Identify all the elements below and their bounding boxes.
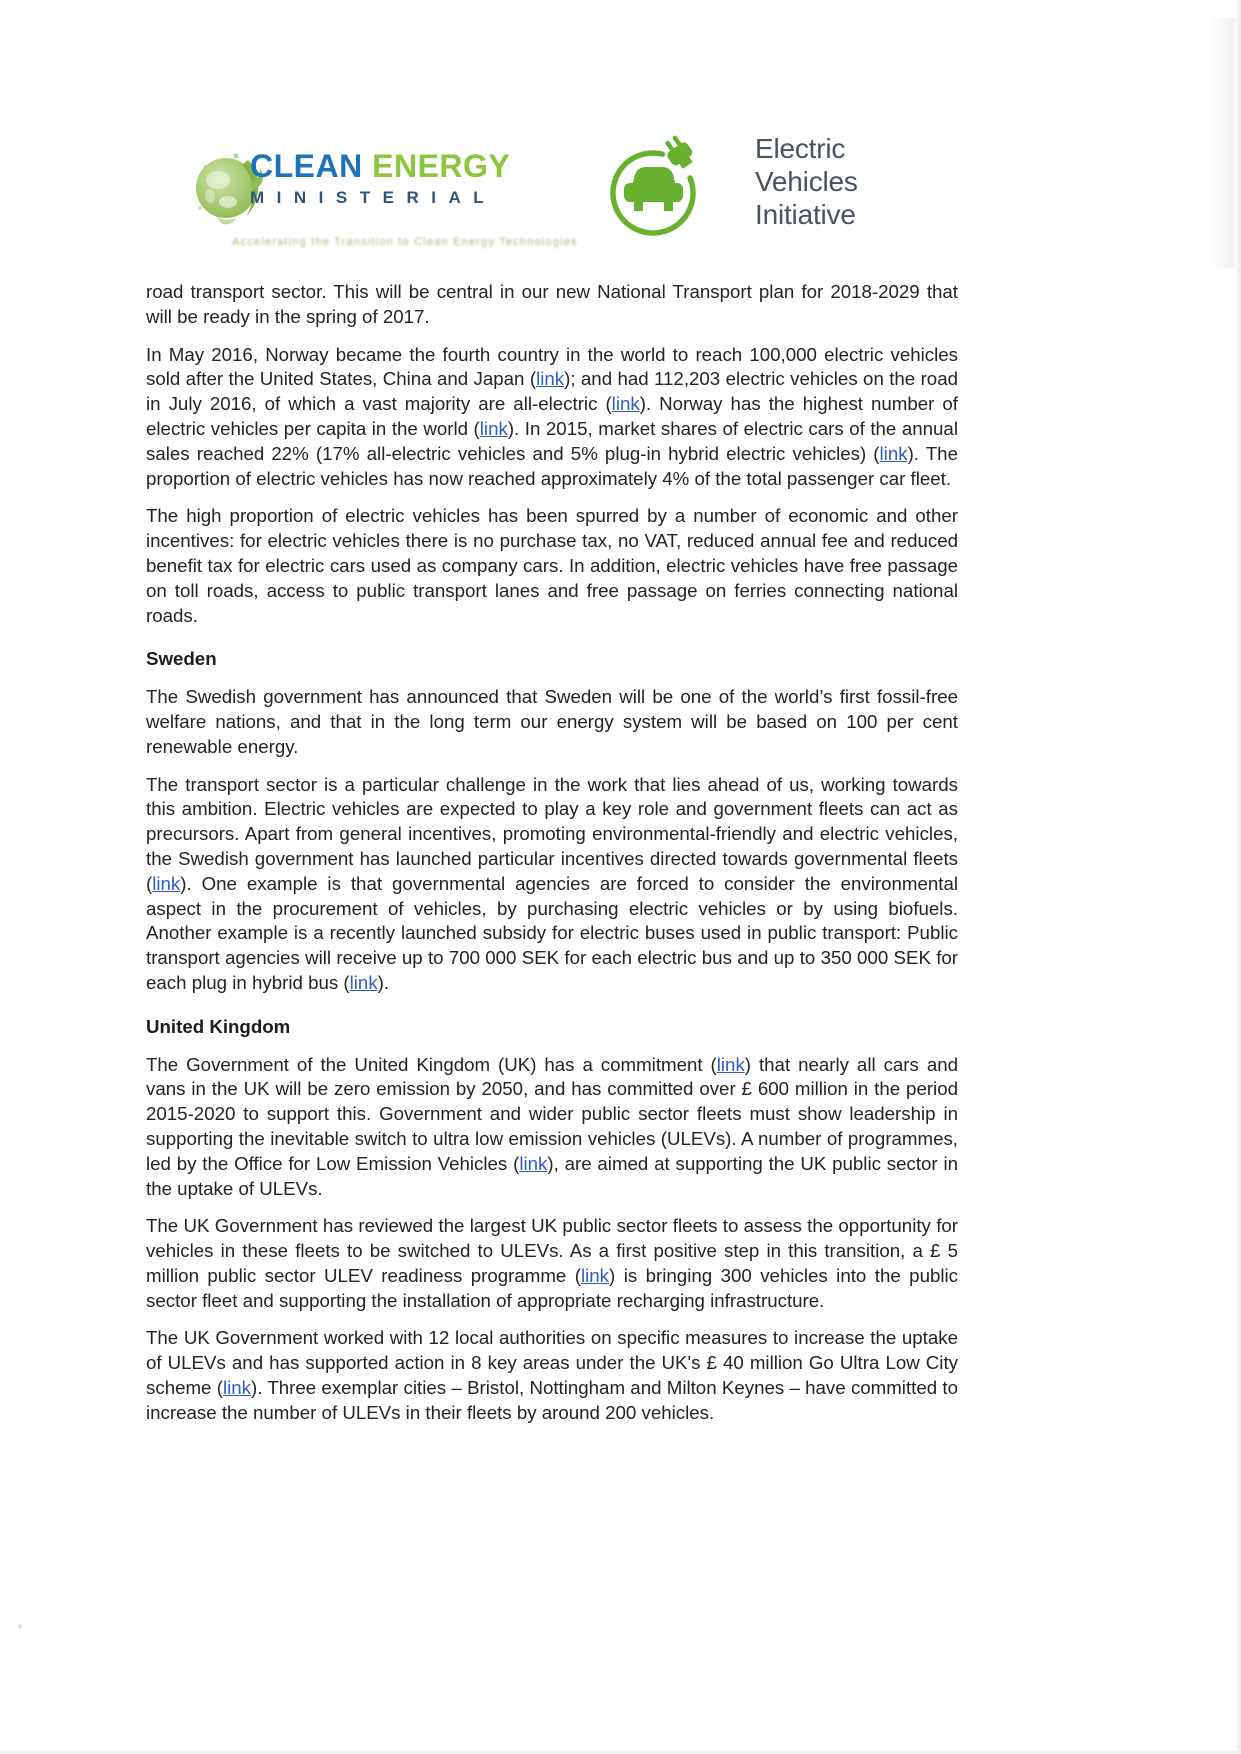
page-edge-shade (1209, 18, 1235, 268)
inline-link[interactable]: link (222, 1377, 251, 1399)
evi-line-vehicles: Vehicles (755, 166, 858, 197)
section-heading: Sweden (146, 648, 217, 670)
clean-energy-ministerial-logo (190, 142, 610, 252)
ev-car-plug-icon (598, 132, 716, 244)
paragraph: The transport sector is a particular challenge in the work that lies ahead of us, working towards this ambition. Electric vehicles are expected to play a key role and government fleets can act as precursors. Apart from general incentives, promoting environmental-friendly and electric vehicles, the Swedish government has launched particular incentives directed towards governmental fleets (link). One example is that governmental agencies are forced to consider the environmental aspect in the procurement of vehicles, by purchasing electric vehicles or by using biofuels. Another example is a recently launched subsidy for electric buses used in public transport: Public transport agencies will receive up to 700 000 SEK for each electric bus and up to 350 000 SEK for each plug in hybrid bus (link). (146, 773, 958, 993)
cem-word-clean: CLEAN (250, 148, 363, 184)
inline-link[interactable]: link (536, 368, 565, 390)
evi-line-electric: Electric (755, 133, 846, 164)
inline-link[interactable]: link (152, 872, 181, 894)
paragraph: The Swedish government has announced that Sweden will be one of the world’s first fossil-free welfare nations, and that in the long term our energy system will be based on 100 per cent renewable energy. (146, 686, 958, 757)
inline-link[interactable]: link (716, 1053, 745, 1075)
evi-logo-text (755, 132, 858, 231)
paragraph: In May 2016, Norway became the fourth country in the world to reach 100,000 electric vehicles sold after the United States, China and Japan (link); and had 112,203 electric vehicles on the road in July 2016, of which a vast majority are all-electric (link). Norway has the highest number of electric vehicles per capita in the world (link). In 2015, market shares of electric cars of the annual sales reached 22% (17% all-electric vehicles and 5% plug-in hybrid electric vehicles) (link). The proportion of electric vehicles has now reached approximately 4% of the total passenger car fleet. (146, 343, 958, 489)
inline-link[interactable]: link (611, 393, 640, 415)
paragraph: The Government of the United Kingdom (UK) has a commitment (link) that nearly all cars and vans in the UK will be zero emission by 2050, and has committed over £ 600 million in the period 2015-2020 to support this. Government and wider public sector fleets must show leadership in supporting the inevitable switch to ultra low emission vehicles (ULEVs). A number of programmes, led by the Office for Low Emission Vehicles (link), are aimed at supporting the UK public sector in the uptake of ULEVs. (146, 1053, 958, 1199)
paragraph: The UK Government worked with 12 local authorities on specific measures to increase the uptake of ULEVs and has supported action in 8 key areas under the UK's £ 40 million Go Ultra Low City scheme (link). Three exemplar cities – Bristol, Nottingham and Milton Keynes – have committed to increase the number of ULEVs in their fleets by around 200 vehicles. (146, 1327, 958, 1423)
electric-vehicles-initiative-logo (598, 130, 898, 245)
cem-tagline: Accelerating the Transition to Clean Energy Technologies (232, 236, 578, 248)
paragraph: The high proportion of electric vehicles has been spurred by a number of economic and other incentives: for electric vehicles there is no purchase tax, no VAT, reduced annual fee and reduced benefit tax for electric cars used as company cars. In addition, electric vehicles have free passage on toll roads, access to public transport lanes and free passage on ferries connecting national roads. (146, 505, 958, 626)
cem-word-ministerial: MINISTERIAL (250, 188, 497, 207)
paragraph: The UK Government has reviewed the largest UK public sector fleets to assess the opportunity for vehicles in these fleets to be switched to ULEVs. As a first positive step in this transition, a £ 5 million public sector ULEV readiness programme (link) is bringing 300 vehicles into the public sector fleet and supporting the installation of appropriate recharging infrastructure. (146, 1215, 958, 1311)
scan-speckle (18, 1624, 22, 1629)
inline-link[interactable]: link (349, 971, 378, 993)
cem-logo-line1 (250, 148, 590, 185)
page-edge-right (1235, 0, 1241, 1754)
document-body (146, 280, 958, 1439)
section-heading: United Kingdom (146, 1015, 291, 1037)
inline-link[interactable]: link (580, 1264, 610, 1286)
evi-line-initiative: Initiative (755, 199, 856, 230)
cem-logo-text (232, 148, 590, 248)
inline-link[interactable]: link (519, 1152, 548, 1174)
paragraph: road transport sector. This will be central in our new National Transport plan for 2018-2029 that will be ready in the spring of 2017. (146, 281, 958, 327)
inline-link[interactable]: link (879, 442, 908, 464)
inline-link[interactable]: link (479, 417, 508, 439)
cem-word-energy: ENERGY (372, 148, 511, 184)
